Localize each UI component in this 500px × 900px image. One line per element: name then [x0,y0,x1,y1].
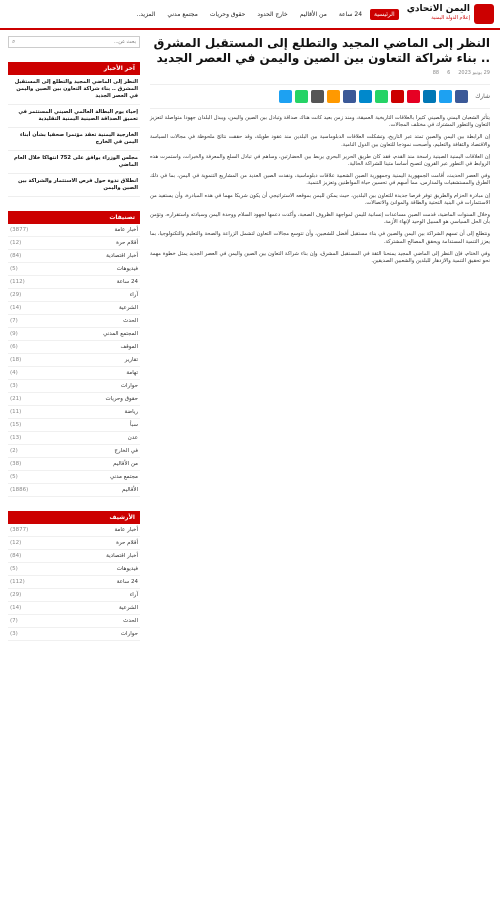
category-item[interactable] [8,276,140,289]
category-count: (3877) [10,527,29,533]
article-body [150,115,490,265]
article-date: 29 يونيو 2023 [458,70,490,76]
category-name: أقلام حرة [116,240,138,246]
logo-subtitle: إعلام الدولة اليمنية [431,15,470,21]
category-count: (2) [10,448,18,454]
logo-title: اليمن الاتحادي [406,4,470,14]
category-count: (6) [10,344,18,350]
category-name: المجتمع المدني [103,331,138,337]
category-count: (5) [10,474,18,480]
category-item[interactable] [8,289,140,302]
category-count: (112) [10,579,25,585]
share-button-9[interactable] [311,90,324,103]
category-count: (84) [10,553,22,559]
category-name: في الخارج [114,448,138,454]
nav-civil[interactable]: مجتمع مدني [163,9,202,20]
category-count: (4) [10,370,18,376]
archive-header: الأرشيف [8,511,140,524]
category-name: 24 ساعة [116,579,138,585]
sidebar [8,30,140,641]
category-count: (21) [10,396,22,402]
category-count: (9) [10,331,18,337]
category-item[interactable] [8,445,140,458]
category-item[interactable] [8,563,140,576]
category-item[interactable] [8,302,140,315]
category-item[interactable] [8,250,140,263]
category-name: رياضة [124,409,138,415]
share-label: شارك [475,93,490,100]
nav-24h[interactable]: 24 ساعة [335,9,366,20]
article-title: النظر إلى الماضي المجيد والتطلع إلى المستقبل المشرق .. بناء شراكة التعاون بين الصين واليمن في العصر الجديد [153,36,490,65]
category-name: الحدث [123,618,138,624]
category-name: الحدث [123,318,138,324]
article-main [150,30,490,270]
latest-news-list [8,75,140,197]
category-item[interactable] [8,550,140,563]
category-item[interactable] [8,393,140,406]
category-item[interactable] [8,354,140,367]
category-name: آراء [129,292,138,298]
category-name: فيديوهات [116,266,138,272]
category-count: (84) [10,253,22,259]
category-count: (18) [10,357,22,363]
category-count: (112) [10,279,25,285]
category-name: حوارات [120,383,138,389]
category-item[interactable] [8,589,140,602]
category-name: أقلام حرة [116,540,138,546]
category-count: (3) [10,631,18,637]
category-name: الموقف [120,344,138,350]
article-views: 88 [432,70,440,76]
category-item[interactable] [8,224,140,237]
category-name: أخبار اقتصادية [106,553,138,559]
category-name: مجتمع مدني [110,474,138,480]
category-item[interactable] [8,576,140,589]
category-name: حوارات [120,631,138,637]
share-button-7[interactable] [343,90,356,103]
category-item[interactable] [8,602,140,615]
category-count: (13) [10,435,22,441]
logo-text [407,5,470,23]
share-button-1[interactable] [439,90,452,103]
share-button-10[interactable] [295,90,308,103]
category-name: أخبار عامة [114,227,138,233]
category-count: (3) [10,383,18,389]
category-count: (14) [10,605,22,611]
category-item[interactable] [8,419,140,432]
nav-rights[interactable]: حقوق وحريات [206,9,249,20]
category-item[interactable] [8,406,140,419]
category-item[interactable] [8,263,140,276]
category-count: (29) [10,292,22,298]
latest-news-header: آخر الأخبار [8,62,140,75]
category-count: (7) [10,318,18,324]
share-buttons [279,90,468,103]
archive-list [8,524,140,641]
share-button-6[interactable] [359,90,372,103]
category-count: (11) [10,409,22,415]
category-name: تهامة [126,370,138,376]
category-item[interactable] [8,237,140,250]
article-paragraph: إن مبادرة الحزام والطريق توفر فرصا جديدة للتعاون بين البلدين، حيث يمكن لليمن بموقعه الاستراتيجي أن يكون شريكا مهما في هذه المبادرة، وأن يستفيد من الاستثمارات في البنية التحتية والطاقة والموانئ والاتصالات. [150,192,490,206]
latest-news-item[interactable]: الخارجية اليمنية تعقد مؤتمرا صحفيا بشأن أبناء اليمن في الخارج [8,128,140,151]
category-name: أخبار اقتصادية [106,253,138,259]
latest-news-item[interactable]: مجلس الوزراء يوافق على 752 انتهاكا خلال العام الماضي [8,151,140,174]
share-button-4[interactable] [391,90,404,103]
category-name: تقارير [124,357,138,363]
article-paragraph: إن الرابطة بين اليمن والصين تمتد عبر التاريخ، وتشكلت العلاقات الدبلوماسية بين البلدين منذ عقود طويلة، وقد حققت نتائج ملحوظة في مجالات السياسة والاقتصاد والثقافة والتعليم، وأصبحت نموذجا للتعاون بين الدول النامية. [150,134,490,148]
latest-news-item[interactable]: إحياء يوم البطالة العالمي الصيني المستثمر في تعميق الصداقة الصينية اليمنية التقليدية [8,105,140,128]
article-paragraph: إن العلاقات اليمنية الصينية راسخة منذ القدم، فقد كان طريق الحرير البحري يربط بين الحضارتين، وساهم في تبادل السلع والمعرفة والخبرات، واستمرت هذه الروابط في التطور عبر القرون لتصبح أساسا متينا للشراكة الحالية. [150,153,490,168]
article-paragraph: وفي الختام، فإن النظر إلى الماضي المجيد يمنحنا الثقة في المستقبل المشرق، وإن بناء شراكة التعاون بين الصين واليمن في العصر الجديد يمثل خطوة مهمة نحو تحقيق التنمية والازدهار للبلدين والشعبين الصديقين. [150,250,490,265]
top-bar [0,0,500,30]
category-name: أخبار عامة [114,527,138,533]
category-item[interactable] [8,458,140,471]
latest-news-item[interactable]: النظر إلى الماضي المجيد والتطلع إلى المستقبل المشرق .. بناء شراكة التعاون بين الصين واليمن في العصر الجديد [8,75,140,105]
article-paragraph: يتأثر الشعبان اليمني والصيني كثيرا بالعلاقات التاريخية العميقة، ومنذ زمن بعيد كانت هناك صداقة وتبادل بين الصين واليمن، ويبذل البلدان جهودا متواصلة لتعزيز التعاون والتطور المشترك في مختلف المجالات. [150,115,490,129]
category-count: (7) [10,618,18,624]
category-count: (38) [10,461,22,467]
share-button-8[interactable] [327,90,340,103]
nav-abroad[interactable]: خارج الحدود [253,9,291,20]
main-nav [6,9,399,20]
category-item[interactable] [8,432,140,445]
category-item[interactable] [8,380,140,393]
category-count: (15) [10,422,22,428]
category-name: فيديوهات [116,566,138,572]
categories-header: تصنيفات [8,211,140,224]
article-comments: 6 [447,70,451,76]
category-name: آراء [129,592,138,598]
category-count: (3877) [10,227,29,233]
category-item[interactable] [8,471,140,484]
category-name: الشرعية [118,305,138,311]
share-button-3[interactable] [407,90,420,103]
article-paragraph: وفي العصر الحديث، أقامت الجمهورية اليمنية وجمهورية الصين الشعبية علاقات دبلوماسية، ونفذت الصين العديد من المشاريع التنموية في اليمن، بما في ذلك الطرق والمستشفيات والمدارس، مما أسهم في تحسين حياة المواطنين وتعزيز التنمية. [150,173,490,187]
nav-home[interactable]: الرئيسية [370,9,399,20]
site-logo[interactable] [407,4,494,24]
category-item[interactable] [8,628,140,641]
nav-more[interactable]: المزيد.. [132,9,159,20]
category-item[interactable] [8,524,140,537]
category-count: (12) [10,540,22,546]
search-icon[interactable]: ⌕ [12,38,16,45]
category-count: (29) [10,592,22,598]
categories-list [8,224,140,497]
share-button-0[interactable] [455,90,468,103]
category-count: (5) [10,266,18,272]
article-paragraph: وخلال السنوات الماضية، قدمت الصين مساعدات إنسانية لليمن لمواجهة الظروف الصعبة، وأكدت دعمها لجهود السلام ووحدة اليمن وسيادته واستقراره، وتؤمن بأن الحل السياسي هو السبيل الوحيد لإنهاء الأزمة. [150,212,490,226]
category-name: من الأقاليم [113,461,138,467]
search-input[interactable] [15,39,136,45]
logo-icon [474,4,494,24]
share-bar [150,84,490,109]
category-item[interactable] [8,615,140,628]
category-item[interactable] [8,367,140,380]
category-item[interactable] [8,537,140,550]
share-button-5[interactable] [375,90,388,103]
category-name: الشرعية [118,605,138,611]
share-button-11[interactable] [279,90,292,103]
share-button-2[interactable] [423,90,436,103]
article-meta [150,70,490,76]
category-item[interactable] [8,484,140,497]
category-item[interactable] [8,341,140,354]
category-count: (5) [10,566,18,572]
category-item[interactable] [8,315,140,328]
category-name: عدن [127,435,138,441]
nav-regions[interactable]: من الأقاليم [296,9,331,20]
category-name: 24 ساعة [116,279,138,285]
category-item[interactable] [8,328,140,341]
category-count: (14) [10,305,22,311]
latest-news-item[interactable]: انطلاق ندوة حول فرص الاستثمار والشراكة بين الصين واليمن [8,174,140,197]
category-count: (12) [10,240,22,246]
category-name: سبأ [130,422,138,428]
article-paragraph: ونتطلع إلى أن تسهم الشراكة بين اليمن والصين في بناء مستقبل أفضل للشعبين، وأن تتوسع مجالات التعاون لتشمل الزراعة والصحة والتعليم والتكنولوجيا، بما يعزز التنمية المستدامة ويحقق المصالح المشتركة. [150,231,490,245]
category-count: (1886) [10,487,29,493]
search-box[interactable] [8,36,140,48]
category-name: الأقاليم [122,487,138,493]
category-name: حقوق وحريات [105,396,138,402]
